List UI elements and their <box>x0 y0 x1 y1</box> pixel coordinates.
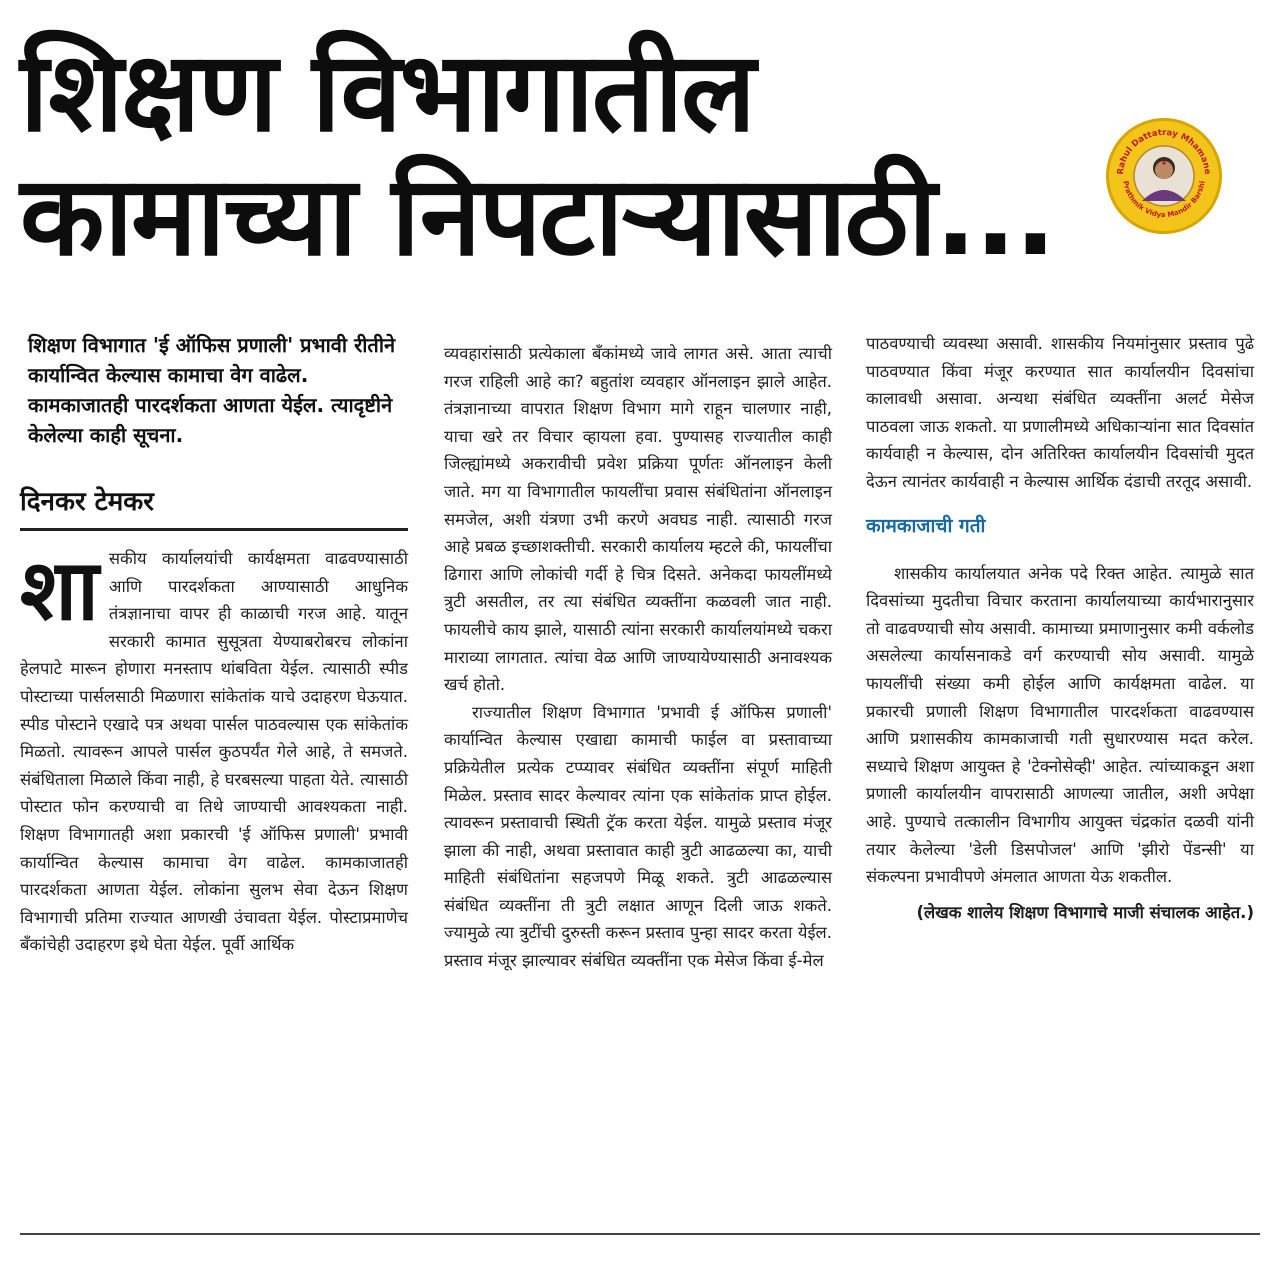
column-2 <box>444 340 832 975</box>
badge-seal <box>1109 121 1219 231</box>
headline-line-1: शिक्षण विभागातील <box>20 28 754 156</box>
lead-paragraph-text: सकीय कार्यालयांची कार्यक्षमता वाढवण्यासाठी आणि पारदर्शकता आण्यासाठी आधुनिक तंत्रज्ञानाचा वापर ही काळाची गरज आहे. यातून सरकारी कामात सुसूत्रता येण्याबरोबरच लोकांना हेलपाटे मारून होणारा मनस्ताप थांबविता येईल. त्यासाठी स्पीड पोस्टाच्या पार्सलसाठी मिळणारा सांकेतांक याचे उदाहरण घेऊयात. स्पीड पोस्टाने एखादे पत्र अथवा पार्सल पाठवल्यास एक सांकेतांक मिळतो. त्यावरून आपले पार्सल कुठपर्यंत गेले आहे, ते समजते. संबंधिताला मिळाले किंवा नाही, हे घरबसल्या पाहता येते. त्यासाठी पोस्टात फोन करण्याची वा तिथे जाण्याची आवश्यकता नाही. शिक्षण विभागातही अशा प्रकारची 'ई ऑफिस प्रणाली' प्रभावी कार्यान्वित केल्यास कामाचा वेग वाढेल. कामकाजातही पारदर्शकता आणता येईल. लोकांना सुलभ सेवा देऊन शिक्षण विभागाची प्रतिमा राज्यात आणखी उंचावता येईल. पोस्टाप्रमाणेच बँकांचेही उदाहरण इथे घेता येईल. पूर्वी आर्थिक <box>20 549 408 955</box>
headline <box>20 30 1080 278</box>
column-3 <box>866 330 1254 926</box>
drop-cap: शा <box>20 541 99 639</box>
author-credit: (लेखक शालेय शिक्षण विभागाचे माजी संचालक आहेत.) <box>916 902 1254 922</box>
body-paragraph: व्यवहारांसाठी प्रत्येकाला बँकांमध्ये जावे लागत असे. आता त्याची गरज राहिली आहे का? बहुतांश व्यवहार ऑनलाइन झाले आहेत. तंत्रज्ञानाच्या वापरात शिक्षण विभाग मागे राहून चालणार नाही, याचा खरे तर विचार व्हायला हवा. पुण्यासह राज्यातील काही जिल्ह्यांमध्ये अकरावीची प्रवेश प्रक्रिया पूर्णतः ऑनलाइन केली जाते. मग या विभागातील फायलींचा प्रवास संबंधितांना ऑनलाइन समजेल, अशी यंत्रणा उभी करणे अवघड नाही. त्यासाठी गरज आहे प्रबळ इच्छाशक्तीची. सरकारी कार्यालय म्हटले की, फायलींचा ढिगारा आणि लोकांची गर्दी हे चित्र दिसते. अनेकदा फायलींमध्ये त्रुटी असतील, तर त्या संबंधित व्यक्तींना कळवली जात नाही. फायलीचे काय झाले, यासाठी त्यांना सरकारी कार्यालयांमध्ये चकरा माराव्या लागतात. त्यांचा वेळ आणि जाण्यायेण्यासाठी अनावश्यक खर्च होतो. <box>444 344 832 695</box>
body-paragraph: शासकीय कार्यालयात अनेक पदे रिक्त आहेत. त्यामुळे सात दिवसांच्या मुदतीचा विचार करताना कार्यालयाच्या कार्यभारानुसार तो वाढवण्याची सोय असावी. कामाच्या प्रमाणानुसार कमी वर्कलोड असलेल्या कार्यासनाकडे वर्ग करण्याची सोय असावी. यामुळे फायलींची संख्या कमी होईल आणि कार्यक्षमता वाढेल. या प्रकारची प्रणाली शिक्षण विभागातील पारदर्शकता वाढवण्यास आणि प्रशासकीय कामकाजाची गती सुधारण्यास मदत करेल. सध्याचे शिक्षण आयुक्त हे 'टेक्नोसेव्ही' आहेत. त्यांच्याकडून अशा प्रणाली कार्यालयीन वापरासाठी आणल्या जातील, अशी अपेक्षा आहे. पुण्याचे तत्कालीन विभागीय आयुक्त चंद्रकांत दळवी यांनी तयार केलेल्या 'डेली डिसपोजल' आणि 'झीरो पेंडन्सी' या संकल्पना प्रभावीपणे अंमलात आणता येऊ शकतील. <box>866 563 1254 887</box>
author-badge-logo <box>1106 118 1222 234</box>
headline-line-2: कामाच्या निपटाऱ्यासाठी... <box>20 152 1055 280</box>
bottom-divider <box>20 1233 1260 1235</box>
deck-summary: शिक्षण विभागात 'ई ऑफिस प्रणाली' प्रभावी रीतीने कार्यान्वित केल्यास कामाचा वेग वाढेल. कामकाजातही पारदर्शकता आणता येईल. त्यादृष्टीने केलेल्या काही सूचना. <box>28 333 396 447</box>
lead-paragraph <box>20 541 408 959</box>
author-byline: दिनकर टेमकर <box>20 484 408 531</box>
body-paragraph: राज्यातील शिक्षण विभागात 'प्रभावी ई ऑफिस प्रणाली' कार्यान्वित केल्यास एखाद्या कामाची फाईल वा प्रस्तावाच्या प्रक्रियेतील प्रत्येक टप्प्यावर संबंधित व्यक्तींना संपूर्ण माहिती मिळेल. प्रस्ताव सादर केल्यावर त्यांना एक सांकेतांक प्राप्त होईल. त्यावरून प्रस्तावाची स्थिती ट्रॅक करता येईल. यामुळे प्रस्ताव मंजूर झाला की नाही, अथवा प्रस्तावात काही त्रुटी आढळल्या का, याची माहिती संबंधितांना सहजपणे मिळू शकते. त्रुटी आढळल्यास संबंधित व्यक्तींना ती त्रुटी लक्षात आणून दिली जाऊ शकते. ज्यामुळे त्या त्रुटींची दुरुस्ती करून प्रस्ताव पुन्हा सादर करता येईल. प्रस्ताव मंजूर झाल्यावर संबंधित व्यक्तींना एक मेसेज किंवा ई-मेल <box>444 702 832 971</box>
body-paragraph: पाठवण्याची व्यवस्था असावी. शासकीय नियमांनुसार प्रस्ताव पुढे पाठवण्यात किंवा मंजूर करण्यात सात कार्यालयीन दिवसांचा कालावधी असावा. अन्यथा संबंधित व्यक्तींना अलर्ट मेसेज पाठवला जाऊ शकतो. या प्रणालीमध्ये अधिकाऱ्यांना सात दिवसांत कार्यवाही न केल्यास, दोन अतिरिक्त कार्यालयीन दिवसांची मुदत देऊन त्यानंतर कार्यवाही न केल्यास आर्थिक दंडाची तरतूद असावी. <box>866 334 1254 491</box>
badge-top-text: Rahul Dattatray Mhamane <box>1115 127 1213 176</box>
column-1 <box>20 330 408 959</box>
section-subheading: कामकाजाची गती <box>866 514 986 537</box>
badge-bottom-text: Prathmik Vidya Mandir Barshi <box>1121 180 1207 220</box>
